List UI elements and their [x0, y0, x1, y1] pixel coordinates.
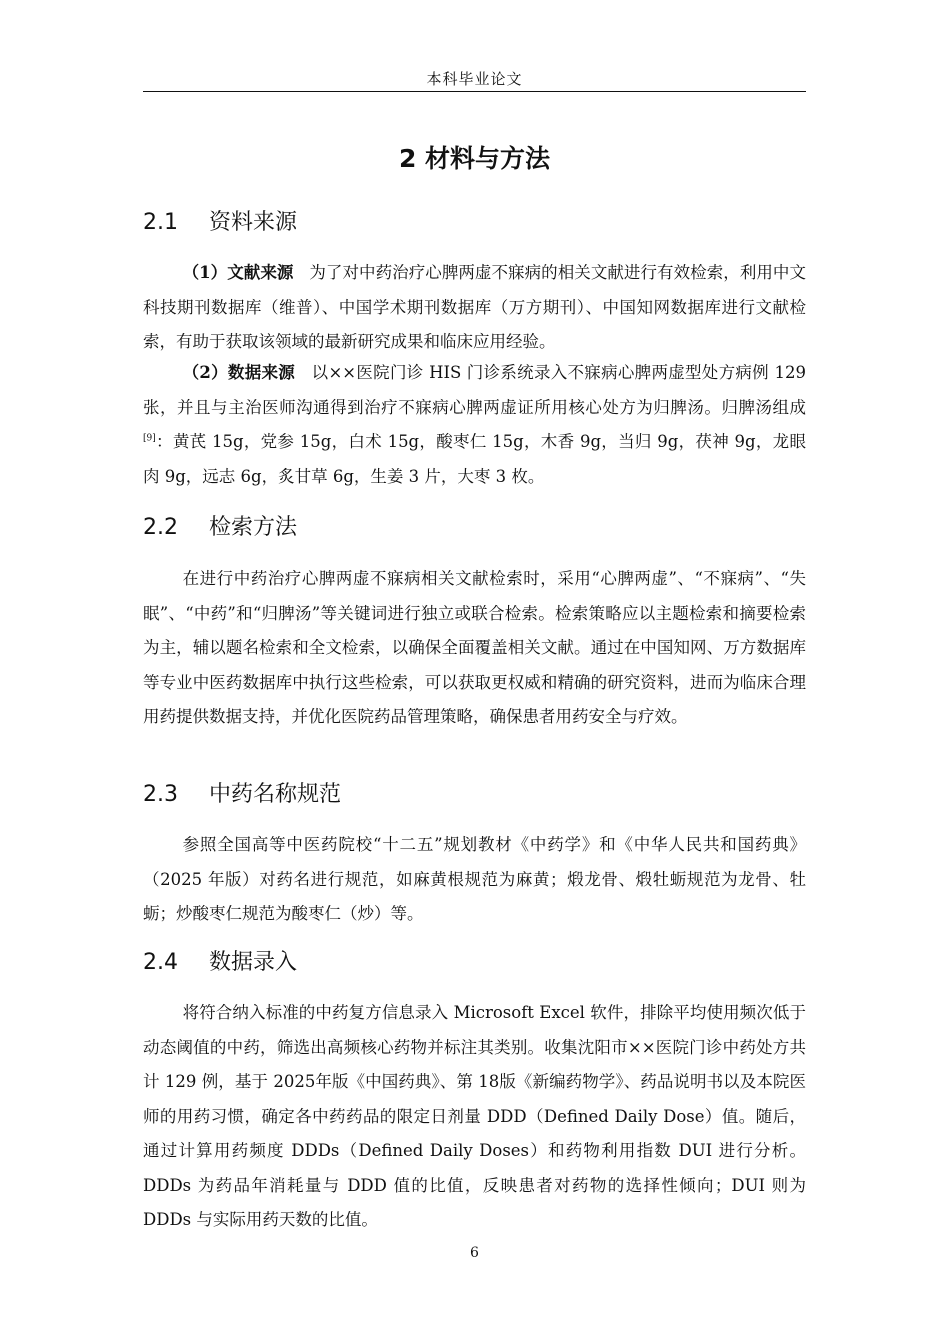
- page-number: 6: [470, 1245, 479, 1261]
- section-title: 中药名称规范: [209, 782, 342, 807]
- section-heading-2-1: [143, 205, 806, 236]
- paragraph-data-entry: [143, 996, 806, 1238]
- section-heading-2-3: [143, 777, 806, 808]
- section-title: 资料来源: [209, 210, 298, 235]
- section-number: 2.1: [143, 210, 178, 235]
- chapter-title: 2 材料与方法: [398, 144, 551, 173]
- header-rule: [143, 91, 806, 92]
- paragraph-label: （1）文献来源: [182, 263, 294, 282]
- paragraph-text: 参照全国高等中医药院校“十二五”规划教材《中药学》和《中华人民共和国药典》（2025 年版）对药名进行规范，如麻黄根规范为麻黄；煅龙骨、煅牡蛎规范为龙骨、牡蛎；炒酸枣仁规范为酸枣仁（炒）等。: [143, 835, 806, 923]
- section-number: 2.3: [143, 782, 178, 807]
- running-header: 本科毕业论文: [426, 70, 523, 88]
- section-number: 2.2: [143, 515, 178, 540]
- paragraph-data-source: [143, 356, 806, 494]
- section-title: 检索方法: [209, 515, 298, 540]
- section-heading-2-2: [143, 510, 806, 541]
- section-title: 数据录入: [209, 950, 298, 975]
- paragraph-retrieval-method: [143, 562, 806, 735]
- paragraph-text: ：黄芪 15g，党参 15g，白术 15g，酸枣仁 15g，木香 9g，当归 9g，茯神 9g，龙眼肉 9g，远志 6g，炙甘草 6g，生姜 3 片，大枣 3 枚。: [143, 432, 806, 486]
- section-heading-2-4: [143, 945, 806, 976]
- paragraph-text: 为了对中药治疗心脾两虚不寐病的相关文献进行有效检索，利用中文科技期刊数据库（维普）、中国学术期刊数据库（万方期刊）、中国知网数据库进行文献检索，有助于获取该领域的最新研究成果和临床应用经验。: [143, 263, 806, 351]
- section-number: 2.4: [143, 950, 178, 975]
- paragraph-literature-source: [143, 256, 806, 360]
- paragraph-text: 在进行中药治疗心脾两虚不寐病相关文献检索时，采用“心脾两虚”、“不寐病”、“失眠”、“中药”和“归脾汤”等关键词进行独立或联合检索。检索策略应以主题检索和摘要检索为主，辅以题名检索和全文检索，以确保全面覆盖相关文献。通过在中国知网、万方数据库等专业中医药数据库中执行这些检索，可以获取更权威和精确的研究资料，进而为临床合理用药提供数据支持，并优化医院药品管理策略，确保患者用药安全与疗效。: [143, 569, 806, 726]
- paragraph-text: 将符合纳入标准的中药复方信息录入 Microsoft Excel 软件，排除平均使用频次低于动态阈值的中药，筛选出高频核心药物并标注其类别。收集沈阳市××医院门诊中药处方共计 129 例，基于 2025年版《中国药典》、第 18版《新编药物学》、药品说明书以及本院医师的用药习惯，确定各中药药品的限定日剂量 DDD（Defined Daily Dose）值。随后，通过计算用药频度 DDDs（Defined Daily Doses）和药物利用指数 DUI 进行分析。DDDs 为药品年消耗量与 DDD 值的比值，反映患者对药物的选择性倾向；DUI 则为 DDDs 与实际用药天数的比值。: [143, 1003, 806, 1229]
- paragraph-text: 以××医院门诊 HIS 门诊系统录入不寐病心脾两虚型处方病例 129 张，并且与主治医师沟通得到治疗不寐病心脾两虚证所用核心处方为归脾汤。归脾汤组成: [143, 363, 806, 417]
- paragraph-label: （2）数据来源: [182, 363, 296, 382]
- paragraph-name-standard: [143, 828, 806, 932]
- citation-ref[interactable]: [9]: [143, 433, 156, 444]
